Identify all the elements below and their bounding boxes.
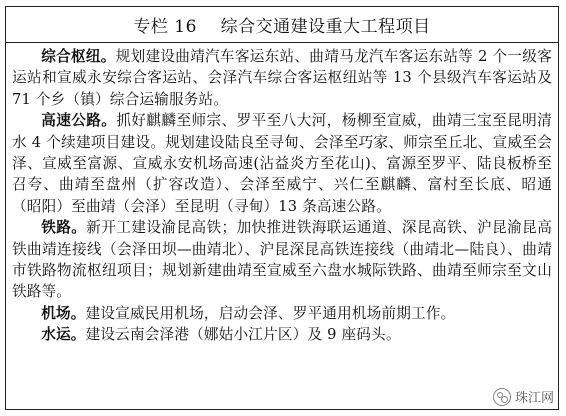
section-railway-label: 铁路。 <box>41 219 87 237</box>
section-railway <box>12 217 552 303</box>
table-title-number: 专栏 16 <box>133 17 197 37</box>
section-expressway-text: 抓好麒麟至师宗、罗平至八大河，杨柳至宣威，曲靖三宝至昆明清水 4 个续建项目建设。规划建设陆良至寻甸、会泽至巧家、师宗至丘北、宣威至会泽、宣威至富源、宣威永安机场高速(沾益炎方至花山)、富源至罗平、陆良板桥至召夸、曲靖至盘州（扩容改造）、会泽至威宁、兴仁至麒麟、富村至长底、昭通（昭阳）至曲靖（会泽）至昆明（寻甸）13 条高速公路。 <box>12 112 552 215</box>
section-railway-text: 新开工建设渝昆高铁；加快推进铁海联运通道、深昆高铁、沪昆渝昆高铁曲靖连接线（会泽田坝—曲靖北）、沪昆深昆高铁连接线（曲靖北—陆良）、曲靖市铁路物流枢纽项目；规划新建曲靖至宣威至六盘水城际铁路、曲靖至师宗至文山铁路等。 <box>12 219 552 301</box>
wechat-icon <box>493 388 511 406</box>
watermark-text: 珠江网 <box>514 391 554 406</box>
section-airport-label: 机场。 <box>41 304 86 322</box>
section-waterway <box>12 324 552 345</box>
section-hub-label: 综合枢纽。 <box>41 48 116 65</box>
section-hub-text: 规划建设曲靖汽车客运东站、曲靖马龙汽车客运东站等 2 个一级客运站和宣威永安综合客运站、会泽汽车综合客运枢纽站等 13 个县级汽车客运站及 71 个乡（镇）综合运输服务站。 <box>12 48 552 108</box>
section-waterway-label: 水运。 <box>41 326 86 344</box>
section-waterway-text: 建设云南会泽港（娜姑小江片区）及 9 座码头。 <box>85 326 401 344</box>
section-hub <box>12 46 552 110</box>
section-airport-text: 建设宣威民用机场，启动会泽、罗平通用机场前期工作。 <box>85 304 456 322</box>
table-title-name: 综合交通建设重大工程项目 <box>220 17 431 37</box>
watermark <box>493 387 554 406</box>
table-content <box>6 43 558 346</box>
section-airport <box>12 303 552 324</box>
section-expressway <box>12 110 552 217</box>
section-expressway-label: 高速公路。 <box>41 112 117 130</box>
table-title <box>6 7 558 43</box>
project-table <box>5 6 559 410</box>
